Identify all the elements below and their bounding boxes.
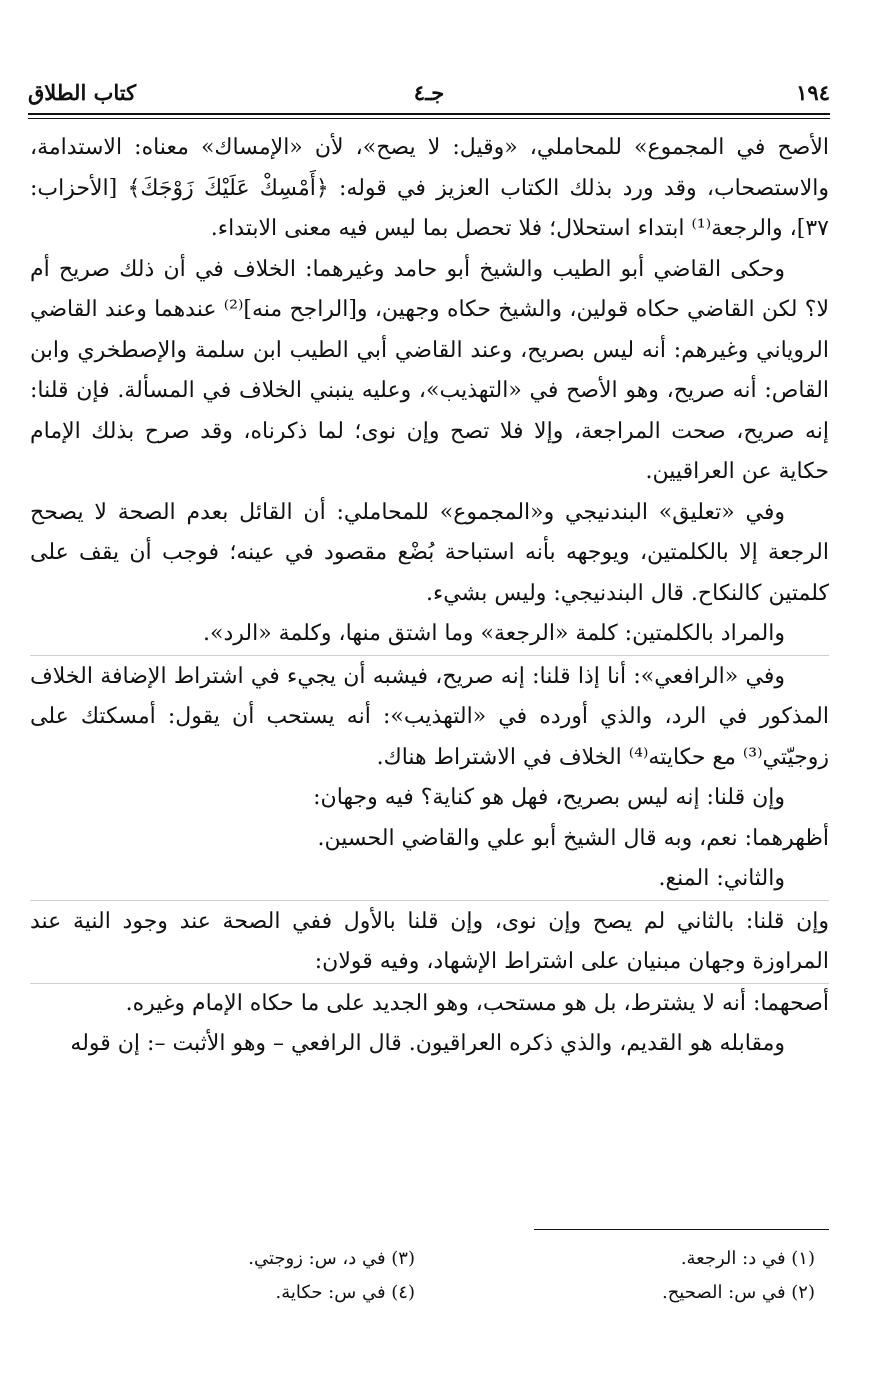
footnote-3: (٣) في د، س: زوجتي. [248,1248,415,1269]
header-rule [28,113,830,115]
paragraph-11: ومقابله هو القديم، والذي ذكره العراقيون. قال الرافعي – وهو الأثبت –: إن قوله [70,1031,785,1056]
paragraph-7: أظهرهما: نعم، وبه قال الشيخ أبو علي والقاضي الحسين. [317,825,829,851]
paragraph-5: وفي «الرافعي»: أنا إذا قلنا: إنه صريح، فيشبه أن يجيء في اشتراط الإضافة الخلاف المذكور في الرد، والذي أورده في «التهذيب»: أنه يستحب أن يقول: أمسكتك على زوجيّتي⁽³⁾ مع حكايته⁽⁴⁾ الخلاف في الاشتراط هناك. [30,655,829,779]
paragraph-3: وفي «تعليق» البندنيجي و«المجموع» للمحاملي: أن القائل بعدم الصحة لا يصحح الرجعة إلا بالكلمتين، ويوجهه بأنه استباحة بُضْع مقصود في عينه؛ فوجب أن يقف على كلمتين كالنكاح. قال البندنيجي: وليس بشيء. [30,499,829,606]
main-text [30,128,829,1065]
book-title: كتاب الطلاق [28,80,137,105]
volume-label: جـ٤ [413,80,445,105]
footnote-1: (١) في د: الرجعة. [680,1248,815,1269]
footnotes-right-column [515,1242,815,1310]
page-header [28,78,830,112]
paragraph-2: وحكى القاضي أبو الطيب والشيخ أبو حامد وغيرهما: الخلاف في أن ذلك صريح أم لا؟ لكن القاضي حكاه قولين، والشيخ حكاه وجهين، و[الراجح منه]⁽²⁾ عندهما وعند القاضي الروياني وغيرهم: أنه ليس بصريح، وعند القاضي أبي الطيب ابن سلمة والإصطخري وابن القاص: أنه صريح، وهو الأصح في «التهذيب»، وعليه ينبني الخلاف في المسألة. فإن قلنا: إنه صريح، صحت المراجعة، وإلا فلا تصح وإن نوى؛ لما ذكرناه، وقد صرح بذلك الإمام حكاية عن العراقيين. [30,256,829,484]
paragraph-6: وإن قلنا: إنه ليس بصريح، فهل هو كناية؟ فيه وجهان: [313,785,785,810]
paragraph-9: وإن قلنا: بالثاني لم يصح وإن نوى، وإن قلنا بالأول ففي الصحة عند وجود النية عند المراوزة وجهان مبنيان على اشتراط الإشهاد، وفيه قولان: [30,900,829,983]
footnotes-left-column [115,1242,415,1310]
paragraph-4: والمراد بالكلمتين: كلمة «الرجعة» وما اشتق منها، وكلمة «الرد». [203,621,785,646]
header-rule-thin [28,118,830,119]
footnote-rule [534,1229,829,1230]
paragraph-10: أصحهما: أنه لا يشترط، بل هو مستحب، وهو الجديد على ما حكاه الإمام وغيره. [30,983,829,1025]
page-number: ١٩٤ [796,80,830,105]
footnote-2: (٢) في س: الصحيح. [661,1282,815,1303]
paragraph-8: والثاني: المنع. [658,866,785,891]
footnote-4: (٤) في س: حكاية. [275,1282,415,1303]
paragraph-1: الأصح في المجموع» للمحاملي، «وقيل: لا يصح»، لأن «الإمساك» معناه: الاستدامة، والاستصحاب، وقد ورد بذلك الكتاب العزيز في قوله: ﴿أَمْسِكْ عَلَيْكَ زَوْجَكَ﴾ [الأحزاب: ٣٧]، والرجعة⁽¹⁾ ابتداء استحلال؛ فلا تحصل بما ليس فيه معنى الابتداء. [30,135,829,241]
